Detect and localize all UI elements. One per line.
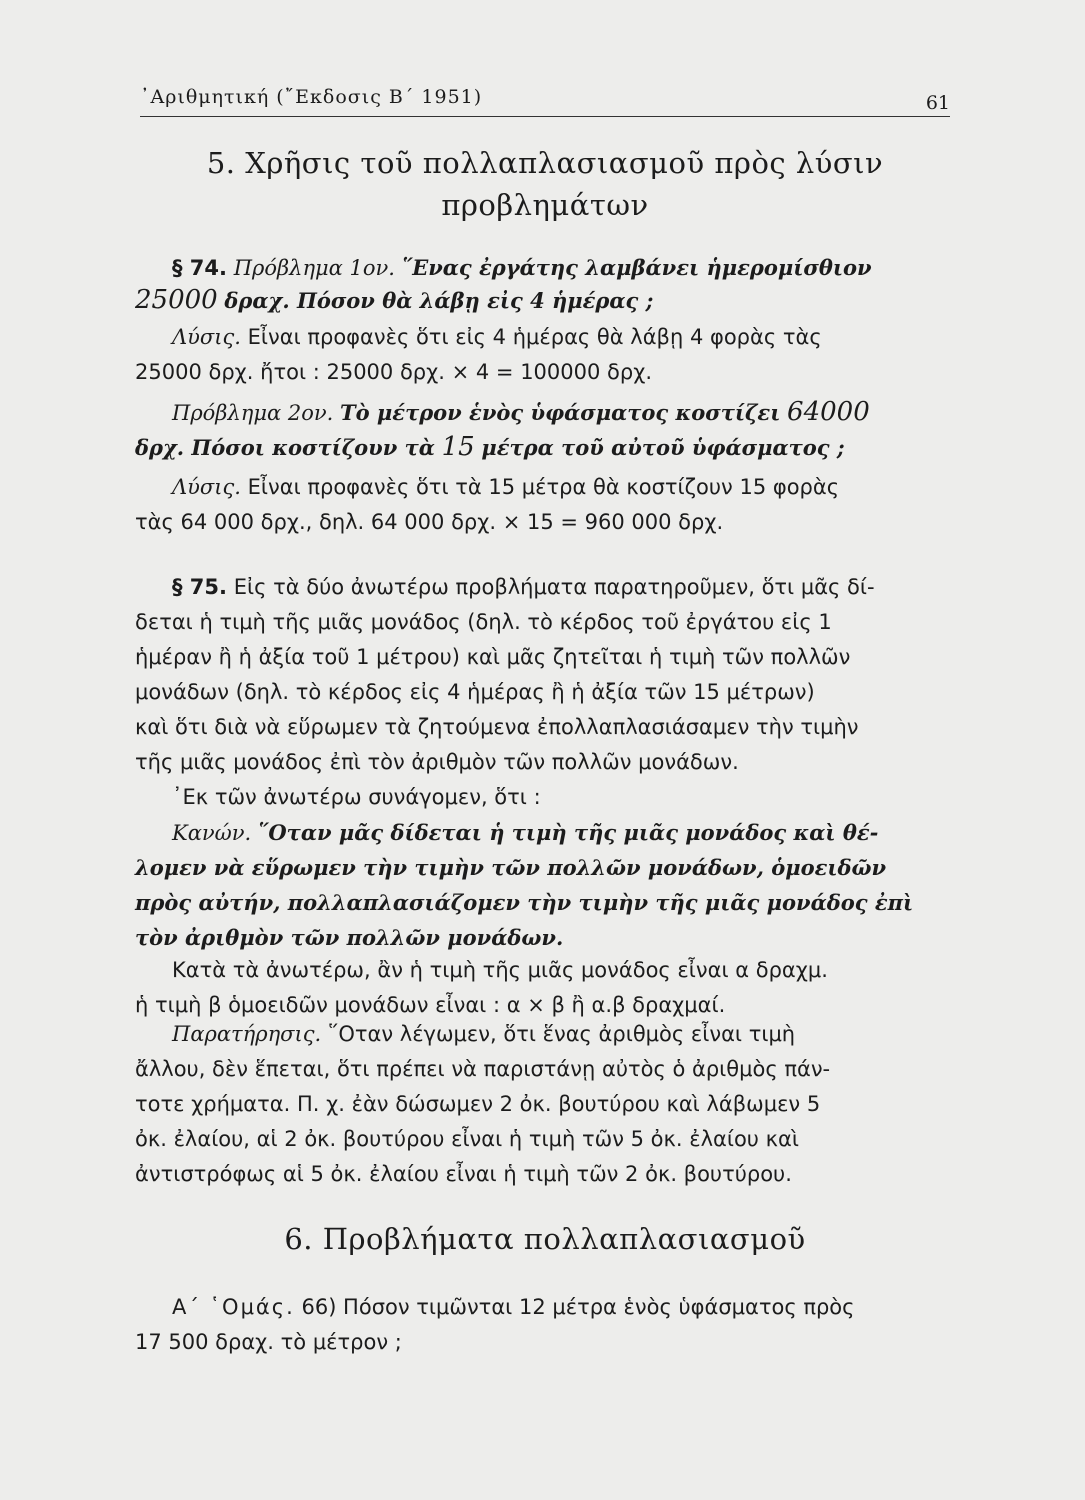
paragraph-75-line-4: μονάδων (δηλ. τὸ κέρδος εἰς 4 ἡμέρας ἢ ἡ ἀξία τῶν 15 μέτρων) <box>135 680 815 704</box>
rule-line-2: λομεν νὰ εὕρωμεν τὴν τιμὴν τῶν πολλῶν μονάδων, ὁμοειδῶν <box>135 855 887 880</box>
problem-2-solution-line-1: Εἶναι προφανὲς ὅτι τὰ 15 μέτρα θὰ κοστίζουν 15 φορὰς <box>247 475 840 499</box>
remark-line-2: ἄλλου, δὲν ἕπεται, ὅτι πρέπει νὰ παριστάνῃ αὐτὸς ὁ ἀριθμὸς πάν- <box>135 1057 831 1081</box>
rule-line-4: τὸν ἀριθμὸν τῶν πολλῶν μονάδων. <box>135 925 564 950</box>
problem-1-solution <box>135 320 950 390</box>
page-header <box>140 80 950 117</box>
group-a-label: Α΄ ῾Ομάς. <box>172 1295 295 1319</box>
paragraph-75-line-7: ᾿Εκ τῶν ἀνωτέρω συνάγομεν, ὅτι : <box>172 785 541 809</box>
rule-label: Κανών. <box>172 821 252 845</box>
rule-line-3: πρὸς αὐτήν, πολλαπλασιάζομεν τὴν τιμὴν τῆς μιᾶς μονάδος ἐπὶ <box>135 890 914 915</box>
paragraph-75 <box>135 570 950 815</box>
problem-1-solution-line-2: 25000 δρχ. ἤτοι : 25000 δρχ. × 4 = 100000 δρχ. <box>135 360 653 384</box>
section-5-heading-line-2: προβλημάτων <box>441 188 649 222</box>
problem-2-text-2a: δρχ. Πόσοι κοστίζουν τὰ <box>135 435 435 460</box>
paragraph-75-line-1: Εἰς τὰ δύο ἀνωτέρω προβλήματα παρατηροῦμεν, ὅτι μᾶς δί- <box>233 575 875 599</box>
remark <box>135 1017 950 1192</box>
section-5-heading-line-1: 5. Χρῆσις τοῦ πολλαπλασιασμοῦ πρὸς λύσιν <box>206 146 884 180</box>
general-formula-line-1: Κατὰ τὰ ἀνωτέρω, ἂν ἡ τιμὴ τῆς μιᾶς μονάδος εἶναι α δραχμ. <box>172 958 828 982</box>
section-5-heading <box>140 142 950 226</box>
problem-2-solution-label: Λύσις. <box>172 475 241 499</box>
paragraph-75-line-3: ἡμέραν ἢ ἡ ἀξία τοῦ 1 μέτρου) καὶ μᾶς ζητεῖται ἡ τιμὴ τῶν πολλῶν <box>135 645 851 669</box>
general-formula-line-2: ἡ τιμὴ β ὁμοειδῶν μονάδων εἶναι : α × β ἢ α.β δραχμαί. <box>135 993 726 1017</box>
problem-2-text-1: Τὸ μέτρον ἑνὸς ὑφάσματος κοστίζει <box>339 400 781 425</box>
problem-1-statement-cont <box>135 283 950 318</box>
problem-1-amount: 25000 <box>135 285 218 315</box>
problem-1-solution-label: Λύσις. <box>172 325 241 349</box>
rule <box>135 815 950 955</box>
problem-1-label: Πρόβλημα 1ον. <box>233 256 395 280</box>
section-6-heading <box>140 1218 950 1260</box>
exercise-66-line-1: 66) Πόσον τιμῶνται 12 μέτρα ἑνὸς ὑφάσματος πρὸς <box>301 1295 855 1319</box>
remark-line-5: ἀντιστρόφως αἱ 5 ὀκ. ἐλαίου εἶναι ἡ τιμὴ τῶν 2 ὀκ. βουτύρου. <box>135 1162 792 1186</box>
section-mark-74: § 74. <box>172 256 228 280</box>
problem-2-solution <box>135 470 950 540</box>
paragraph-75-line-2: δεται ἡ τιμὴ τῆς μιᾶς μονάδος (δηλ. τὸ κέρδος τοῦ ἐργάτου εἰς 1 <box>135 610 832 634</box>
remark-label: Παρατήρησις. <box>172 1022 322 1046</box>
remark-line-1: ῞Οταν λέγωμεν, ὅτι ἕνας ἀριθμὸς εἶναι τιμὴ <box>327 1022 796 1046</box>
problem-2-text-2b: μέτρα τοῦ αὐτοῦ ὑφάσματος ; <box>481 435 845 460</box>
page-number: 61 <box>925 92 950 114</box>
general-formula <box>135 953 950 1023</box>
problem-1-text-2: δραχ. Πόσον θὰ λάβῃ εἰς 4 ἡμέρας ; <box>224 288 654 313</box>
problem-2-solution-line-2: τὰς 64 000 δρχ., δηλ. 64 000 δρχ. × 15 = 960 000 δρχ. <box>135 510 724 534</box>
problem-2-label: Πρόβλημα 2ον. <box>172 401 334 425</box>
problem-1-text-1: ῞Ενας ἐργάτης λαμβάνει ἡμερομίσθιον <box>401 255 872 280</box>
running-head: ᾿Αριθμητική (῎Εκδοσις Β΄ 1951) <box>140 86 483 108</box>
section-6-heading-text: 6. Προβλήματα πολλαπλασιασμοῦ <box>284 1222 806 1256</box>
problem-2-amount: 64000 <box>787 397 870 427</box>
problem-1-solution-line-1: Εἶναι προφανὲς ὅτι εἰς 4 ἡμέρας θὰ λάβῃ 4 φορὰς τὰς <box>247 325 822 349</box>
paragraph-75-line-5: καὶ ὅτι διὰ νὰ εὕρωμεν τὰ ζητούμενα ἐπολλαπλασιάσαμεν τὴν τιμὴν <box>135 715 859 739</box>
problem-1-statement <box>172 250 950 285</box>
problem-2-statement <box>135 395 950 465</box>
exercise-66-line-2: 17 500 δραχ. τὸ μέτρον ; <box>135 1330 402 1354</box>
group-a <box>135 1290 950 1360</box>
rule-line-1: ῞Οταν μᾶς δίδεται ἡ τιμὴ τῆς μιᾶς μονάδος καὶ θέ- <box>257 820 879 845</box>
paragraph-75-line-6: τῆς μιᾶς μονάδος ἐπὶ τὸν ἀριθμὸν τῶν πολλῶν μονάδων. <box>135 750 739 774</box>
section-mark-75: § 75. <box>172 575 228 599</box>
remark-line-3: τοτε χρήματα. Π. χ. ἐὰν δώσωμεν 2 ὀκ. βουτύρου καὶ λάβωμεν 5 <box>135 1092 821 1116</box>
remark-line-4: ὀκ. ἐλαίου, αἱ 2 ὀκ. βουτύρου εἶναι ἡ τιμὴ τῶν 5 ὀκ. ἐλαίου καὶ <box>135 1127 799 1151</box>
problem-2-number: 15 <box>441 432 475 462</box>
